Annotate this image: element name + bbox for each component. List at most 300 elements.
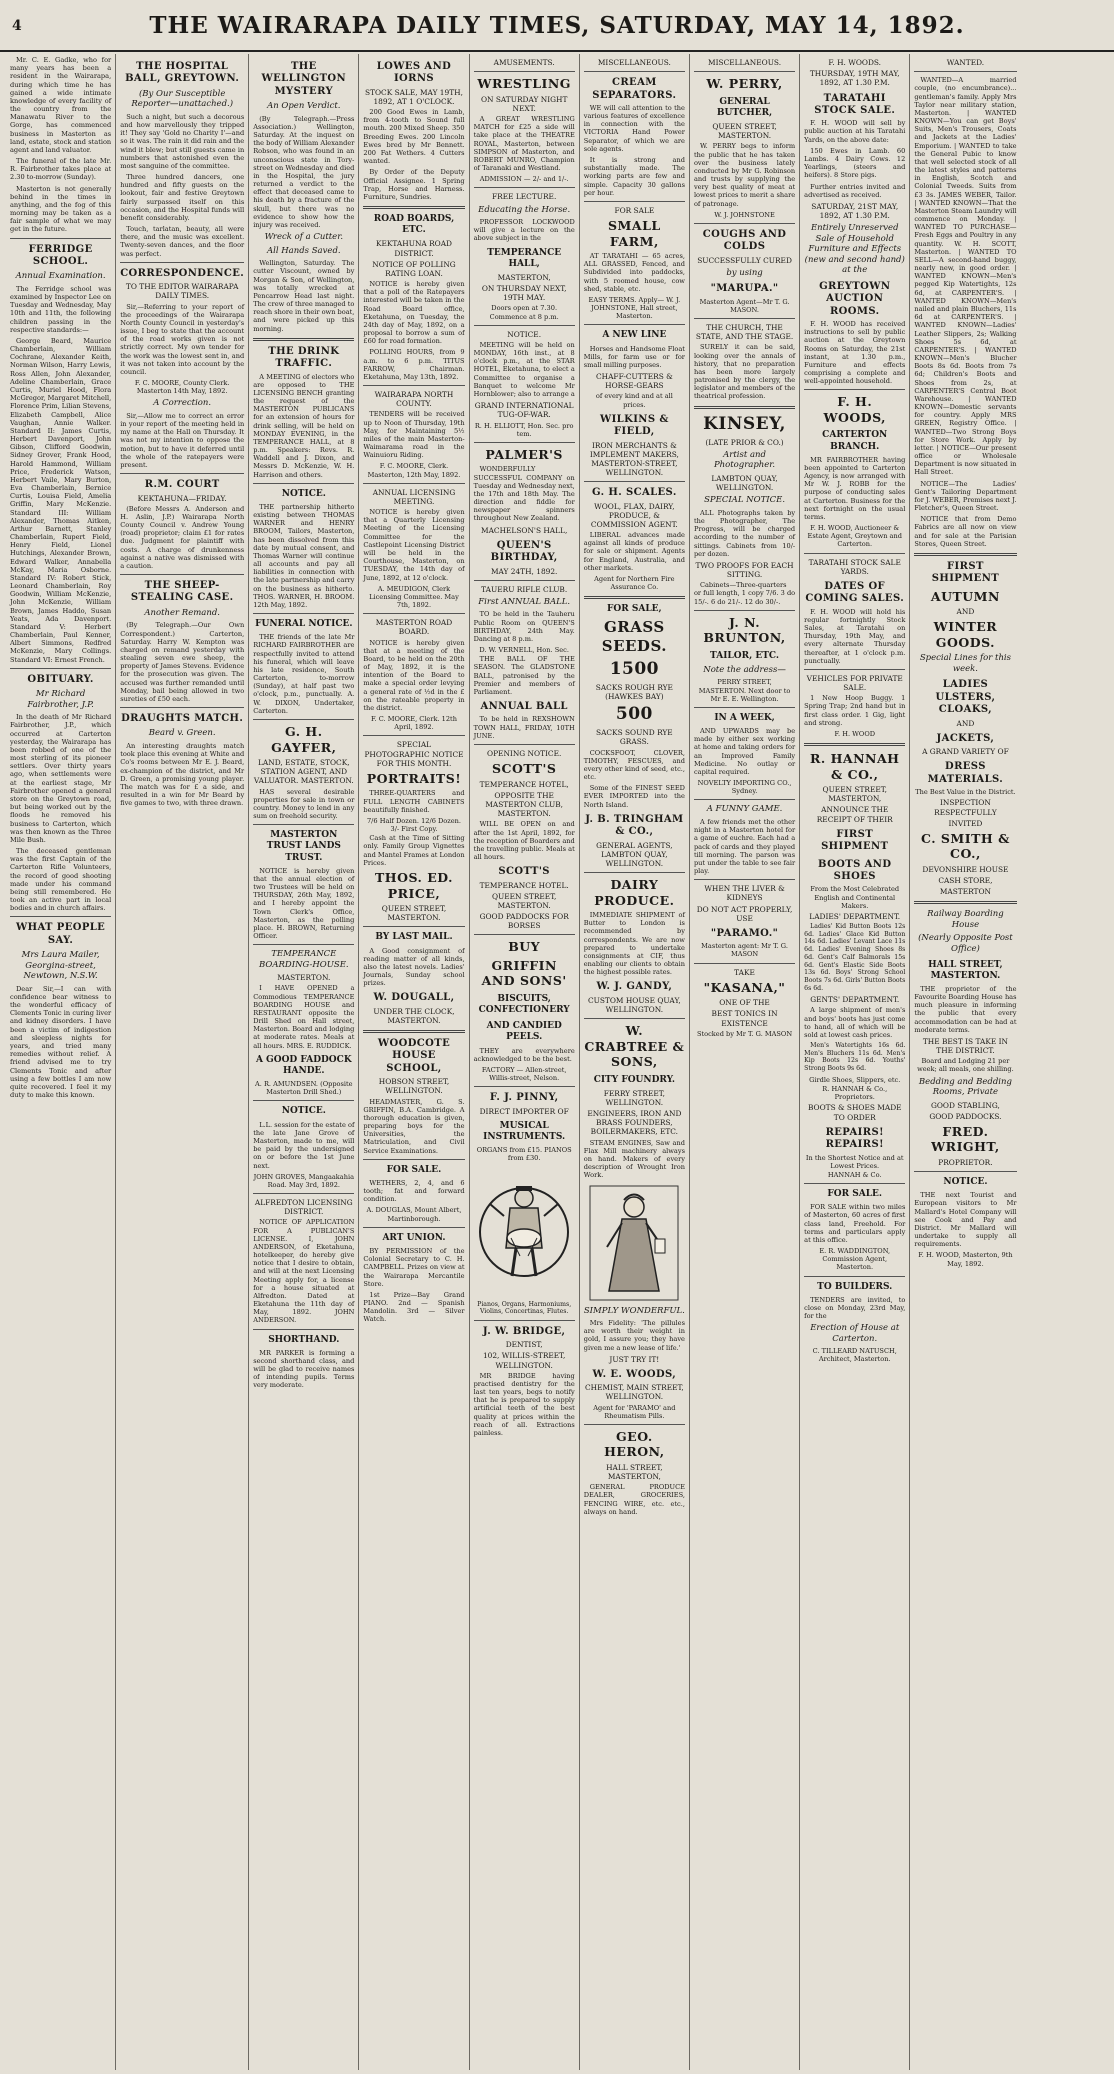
correspondence-header: TO THE EDITOR WAIRARAPA DAILY TIMES.	[125, 282, 239, 301]
and-line: AND	[956, 607, 975, 617]
ball-title: THE HOSPITAL BALL, GREYTOWN.	[125, 61, 240, 85]
notice-text: THE partnership hitherto existing between THOMAS WARNER and HENRY BROOM, Tailors, Masterton, has been dissolved from this date by mutual consent, and Thomas Warner will continue all accounts and pay all liabilities in connection with the late partnership and carry on the business as hitherto. THOS. WARNER, H. BROOM. 12th May, 1892.	[253, 502, 355, 609]
divider	[694, 707, 795, 708]
divider	[253, 1193, 354, 1194]
divider	[474, 744, 575, 745]
repairs-text: In the Shortest Notice and at Lowest Prices.	[805, 1153, 904, 1170]
perry-text: W. PERRY begs to inform the public that he has taken over the business lately conducted by Mr G. Robinson and trusts by supplying the very best quality of meat at lowest prices to merit a share of patronage.	[693, 142, 796, 208]
pinny-text: ORGANS from £15. PIANOS from £30.	[476, 1146, 572, 1163]
grand-variety: A GRAND VARIETY OF	[922, 747, 1009, 757]
bridge-address: 102, WILLIS-STREET, WELLINGTON.	[482, 1351, 566, 1370]
divider	[474, 934, 575, 935]
divider	[253, 483, 354, 484]
divider	[363, 385, 464, 386]
gandy-name: W. J. GANDY,	[596, 981, 673, 993]
wanted-items: WANTED—A married couple, (no encumbrance)... gentleman's family. Apply Mrs Taylor near military station, Masterton. | WANTED KNOWN—You can get Boys' Suits, Men's Trousers, Coats and Jackets at the Ladies' Emporium. | WANTED to take the General Pubic to know that well selected stock of all the latest styles and patterns in English, Scotch and Colonial Tweeds. Suits from £3 3s. JAMES WEBER, Tailor. | WANTED KNOWN—That the Masterton Steam Laundry will commence on Monday. | WANTED TO PURCHASE—Fresh Eggs and Poultry in any quantity. W. H. SCOTT, Masterton. | WANTED TO SELL—A second-hand buggy, nearly new, in good order. | WANTED KNOWN—Men's pegged Kip Watertights, 12s 6d, at CARPENTER'S. | WANTED KNOWN—Men's nailed and plain Bluchers, 11s 6d at CARPENTER'S. | WANTED KNOWN—Ladies' Leather Slippers, 2s; Walking Shoes 5s 6d, at CARPENTER'S. | WANTED KNOWN—Men's Blucher Boots 8s 6d. Boots from 7s 6d; Children's Boots and Shoes from 2s, at CARPENTER'S Central Boot Warehouse. | WANTED KNOWN—Domestic servants for country. Apply MRS GREEN, Registry Office. | WANTED—Two Strong Boys for Store Work. Apply by letter. | NOTICE—Our present office or Wholesale Department is now situated in Hall Street.	[914, 76, 1017, 477]
wreck-subtitle: All Hands Saved.	[266, 245, 341, 256]
news-item: Mr. C. E. Gadke, who for many years has been a resident in the Wairarapa, during which time he has gained a wide intimate knowledge of every facility of the country from the Manawatu River to the Gorge, has commenced business in Masterton as land, estate, stock and station agent and land valuator.	[10, 56, 112, 154]
woman-figure-illustration	[589, 1185, 679, 1301]
ball-text: Three hundred dancers, one hundred and fifty guests on the lookout, fair and festive Greytown fairly surpassed itself on this occasion, and the Hospital funds will benefit considerably.	[120, 173, 245, 222]
column-4	[359, 54, 469, 2070]
crabtree-name: W. CRABTREE & SONS,	[584, 1023, 685, 1070]
bridge-subtitle: DENTIST,	[505, 1340, 543, 1350]
divider	[363, 1030, 464, 1033]
forsale-text: WETHERS, 2, 4, and 6 tooth; fat and forward condition.	[363, 1178, 465, 1204]
heron-name: GEO. HERON,	[604, 1428, 665, 1460]
sheep-text: (By Telegraph.—Our Own Correspondent.) Carterton, Saturday. Harry W. Kempton was charged on remand yesterday with stealing seven ewe sheep, the property of James Stevens. Evidence for the prosecution was given. The accused was further remanded until Monday, bail being allowed in two sureties of £50 each.	[120, 621, 245, 703]
lowes-head: LOWES AND IORNS	[376, 61, 452, 85]
trust-caption: MASTERTON TRUST LANDS TRUST.	[266, 830, 341, 863]
opening-caption: OPENING NOTICE.	[487, 749, 562, 758]
scales-sign: Agent for Northern Fire Assurance Co.	[594, 574, 675, 592]
divider	[253, 1329, 354, 1330]
lecture-title: Educating the Horse.	[478, 204, 571, 215]
church-text: SURELY it can be said, looking over the annals of history, that no preparation has been more largely patronised by the clergy, the legislator and members of the theatrical profession.	[693, 343, 796, 401]
vehicles-sign: F. H. WOOD	[834, 729, 876, 738]
divider	[253, 338, 354, 341]
perry-address: QUEEN STREET, MASTERTON.	[712, 121, 777, 141]
griffin-text: THEY are everywhere acknowledged to be the best.	[473, 1046, 575, 1063]
city-foundry: CITY FOUNDRY.	[593, 1074, 676, 1085]
hall-street: HALL STREET, MASTERTON.	[928, 959, 1003, 981]
divider	[914, 71, 1016, 72]
sacks1-label: SACKS ROUGH RYE (HAWKES BAY)	[595, 682, 673, 701]
builders-text: TENDERS are invited, to close on Monday, 23rd May, for the	[804, 1295, 906, 1321]
notice-sign: F. H. WOOD, Masterton, 9th May, 1892.	[918, 1251, 1013, 1268]
sale-text: FOR SALE within two miles of Masterton, 60 acres of first class land, Freehold. For terms and particulars apply at this office.	[804, 1203, 906, 1244]
notice-text: THE next Tourist and European visitors to Mr Mallard's Hotel Company will see Cook and Pay and District. Mr Mallard will undertake to supply all requirements.	[914, 1191, 1017, 1249]
portraits-heading: PORTRAITS!	[366, 770, 462, 786]
scotts-address: OPPOSITE THE MASTERTON CLUB, MASTERTON.	[485, 790, 564, 819]
draughts-text: An interesting draughts match took place this evening at White and Co's rooms between Mr E. J. Beard, ex-champion of the district, and Mr D. Green, a promising young player. The match was for £ a side, and resulted in a win for Mr Beard by five games to two, with three drawn.	[120, 742, 245, 808]
foundry-address: FERRY STREET, WELLINGTON.	[603, 1088, 665, 1107]
livers-title: WHEN THE LIVER & KIDNEYS	[704, 884, 785, 903]
carterton-sign: F. H. WOOD, Auctioneer & Estate Agent, Greytown and Carterton.	[807, 524, 902, 549]
gayfer-lines: LAND, ESTATE, STOCK, STATION AGENT, AND VALUATOR. MASTERTON.	[253, 758, 354, 786]
divider	[474, 187, 575, 188]
special-text: ALL Photographs taken by the Photographer, The Progress, will be charged according to the number of sittings. Cabinets from 10/- per dozen.	[693, 508, 796, 558]
lowes-items: 200 Good Ewes in Lamb, from 4-tooth to Sound full mouth. 200 Mixed Sheep. 350 Breeding Ewes. 200 Lincoln Ewes bred by Mr Bennett. 200 Fat Wethers. 4 Cutters wanted.	[363, 108, 465, 166]
pinny-musical: MUSICAL INSTRUMENTS.	[483, 1120, 566, 1142]
dairy-text: IMMEDIATE SHIPMENT of Butter to London is recommended by correspondents. We are now prepared to undertake consignments at CIF, thus enabling our clients to obtain the highest possible rates.	[583, 911, 685, 977]
column-7	[690, 54, 800, 2070]
column-6	[580, 54, 690, 2070]
sheep-title: THE SHEEP-STEALING CASE.	[130, 580, 234, 604]
factory-line: FACTORY — Allen-street, Willis-street, Nelson.	[481, 1065, 567, 1083]
kasana-subtitle: ONE OF THE	[719, 998, 770, 1008]
new-line-text: Horses and Handsome Float Mills, for farm use or for small milling purposes.	[583, 344, 685, 369]
wright-subtitle: PROPRIETOR.	[938, 1157, 993, 1167]
wright-name: FRED. WRIGHT,	[931, 1123, 1000, 1155]
buy-heading: BUY	[508, 939, 541, 955]
greytown-text: F. H. WOOD has received instructions to sell by public auction at the Greytown Rooms on Saturday, the 21st instant, at 1.30 p.m., Furniture and effects comprising a complete and well-appointed household.	[804, 320, 906, 386]
court-title: R.M. COURT	[144, 479, 220, 491]
divider	[120, 707, 244, 708]
misc-head: MISCELLANEOUS.	[597, 58, 671, 67]
mystery-text: (By Telegraph.—Press Association.) Wellington, Saturday. At the inquest on the body of William Alexander Robson, who was found in an unconscious state in Tory-street on Wednesday and died in the Hospital, the jury returned a verdict to the effect that deceased came to his death by a fracture of the skull, but there was no evidence to show how the injury was received.	[253, 114, 355, 229]
gayfer-text: HAS several desirable properties for sale in town or country. Money to lend in any sum on freehold security.	[253, 787, 355, 821]
paramo-name: "PARAMO."	[710, 927, 779, 939]
illustration-caption: Pianos, Organs, Harmoniums, Violins, Concertinas, Flutes.	[477, 1300, 572, 1316]
sacks2-count: 500	[615, 704, 653, 725]
forsale-caption: FOR SALE	[614, 205, 655, 215]
tug-title: GRAND INTERNATIONAL TUG-OF-WAR.	[474, 401, 574, 420]
artunion-items: 1st Prize—Bay Grand PIANO. 2nd — Spanish Mandolin. 3rd — Silver Watch.	[363, 1290, 465, 1324]
bridge-name: J. W. BRIDGE,	[482, 1325, 566, 1337]
dates-text: F. H. WOOD will hold his regular fortnightly Stock Sales, at Taratahi on Thursday, 19th May, and every alternate Thursday thereafter, at 1 o'clock p.m. punctually.	[804, 607, 906, 665]
best-value: The Best Value in the District.	[915, 788, 1016, 797]
divider	[584, 1018, 685, 1019]
divider	[914, 553, 1016, 556]
palmer-hall: MACHELSON'S HALL,	[481, 525, 568, 535]
divider	[804, 743, 905, 746]
divider	[694, 71, 795, 72]
mrb-sign: F. C. MOORE, Clerk. 12th April, 1892.	[371, 715, 457, 732]
funeral-caption: FUNERAL NOTICE.	[255, 619, 353, 630]
woods-subtitle: CHEMIST, MAIN STREET, WELLINGTON.	[584, 1383, 684, 1402]
wreck-text: Wellington, Saturday. The cutter Viscount, owned by Morgan & Son, of Wellington, was totally wrecked at Pencarrow Head last night. The crew of three managed to reach shore in their own boat, and were picked up this morning.	[253, 259, 355, 333]
columns	[6, 54, 1108, 2070]
perry-sign: W. J. JOHNSTONE	[714, 210, 775, 219]
smith-town: MASTERTON	[939, 887, 992, 897]
divider	[253, 824, 354, 825]
mystery-title: THE WELLINGTON MYSTERY	[261, 61, 347, 97]
kinsey-trade: Artist and Photographer.	[713, 449, 776, 471]
grass-seeds-title: GRASS SEEDS.	[601, 618, 667, 656]
correction-title: A Correction.	[153, 398, 212, 409]
palmer-title: PALMER'S	[485, 446, 563, 462]
gents-dept: GENTS' DEPARTMENT.	[810, 995, 900, 1005]
coughs-title: COUGHS AND COLDS	[702, 228, 787, 253]
builders-sign: C. TILLEARD NATUSCH, Architect, Masterton.	[812, 1347, 897, 1364]
hannah-name: R. HANNAH & CO.,	[810, 751, 900, 782]
special-lines: Special Lines for this week.	[919, 653, 1012, 674]
repairs-title: REPAIRS! REPAIRS!	[825, 1126, 884, 1151]
letter-text: Sir,—Referring to your report of the proceedings of the Wairarapa North County Council in yesterday's issue, I beg to state that the account of the road works given is not strictly correct. My own tender for the work was the lowest sent in, and it was not taken into account by the council.	[120, 302, 245, 376]
tringham-name: J. B. TRINGHAM & CO.,	[585, 813, 684, 838]
railway-subtitle: (Nearly Opposite Post Office)	[918, 933, 1013, 954]
photo-text: THREE-QUARTERS and FULL LENGTH CABINETS beautifully finished.	[363, 789, 465, 814]
alfredton-title: ALFREDTON LICENSING DISTRICT.	[254, 1198, 353, 1217]
sheep-subtitle: Another Remand.	[144, 607, 220, 618]
heron-subtitle: HALL STREET, MASTERTON,	[606, 1462, 663, 1482]
scotts2-sign: QUEEN STREET, MASTERTON.	[491, 891, 557, 910]
divider	[694, 879, 795, 880]
divider	[253, 1100, 354, 1101]
divider	[584, 1424, 685, 1425]
boots-subtitle: From the Most Celebrated English and Continental Makers.	[810, 885, 900, 910]
figure-title: SIMPLY WONDERFUL.	[583, 1305, 685, 1316]
dairy-title: DAIRY PRODUCE.	[594, 877, 675, 908]
amusements-head: AMUSEMENTS.	[493, 58, 555, 67]
lecture-town: MASTERTON,	[497, 272, 551, 282]
lastmail-caption: BY LAST MAIL.	[375, 932, 453, 943]
bandsman-drum-illustration	[476, 1168, 572, 1296]
church-head: THE CHURCH, THE STATE, AND THE STAGE.	[695, 323, 794, 342]
woods-head: F. H. WOODS.	[828, 58, 882, 67]
court-subtitle: KEKTAHUNA—FRIDAY.	[137, 493, 227, 503]
carterton-branch: CARTERTON BRANCH.	[822, 430, 888, 452]
wrestling-title: WRESTLING	[477, 76, 571, 92]
scotts2-subtitle: TEMPERANCE HOTEL.	[479, 880, 569, 890]
divider	[363, 1227, 464, 1228]
devonshire-house: DEVONSHIRE HOUSE	[922, 864, 1009, 874]
column-3	[249, 54, 359, 2070]
divider	[474, 325, 575, 326]
divider	[584, 201, 685, 202]
temperance-subtitle: MASTERTON.	[277, 973, 331, 983]
draughts-title: DRAUGHTS MATCH.	[121, 713, 244, 725]
dougall-name: W. DOUGALL,	[373, 992, 455, 1004]
notice-caption: NOTICE.	[281, 488, 326, 499]
notice-sign: JOHN GROVES, Mangaakahia Road. May 3rd, 1892.	[253, 1172, 355, 1189]
divider	[363, 206, 464, 209]
north-title: WAIRARAPA NORTH COUNTY.	[374, 390, 454, 409]
coughs-subtitle: SUCCESSFULLY CURED	[697, 255, 792, 265]
queens-title: QUEEN'S BIRTHDAY,	[490, 539, 558, 564]
divider	[253, 613, 354, 614]
dates-title: DATES OF COMING SALES.	[805, 580, 905, 605]
lecture-text: PROFESSOR LOCKWOOD will give a lecture on the above subject in the	[473, 218, 575, 243]
sittings-line: TWO PROOFS FOR EACH SITTING.	[695, 560, 794, 580]
week-title: IN A WEEK,	[714, 712, 775, 723]
brunton-subtitle: Note the address—	[703, 664, 786, 675]
divider	[120, 262, 244, 263]
scales-subtitle: WOOL, FLAX, DAIRY, PRODUCE, & COMMISSION AGENT.	[590, 501, 678, 529]
griffin-title: GRIFFIN AND SONS'	[481, 957, 567, 989]
stabling-line: GOOD STABLING,	[930, 1100, 1000, 1110]
tug-sign: R. H. ELLIOTT, Hon. Sec. pro tem.	[474, 421, 574, 438]
cream-text: WE will call attention to the various features of excellence in connection with the VICTORIA Hand Power Separator, of which we are sole agents.	[583, 103, 685, 153]
kek-subtitle: NOTICE OF POLLING RATING LOAN.	[372, 259, 456, 278]
notice-text: L.L. session for the estate of the late Jane Grove of Masterton, made to me, will be paid by the undersigned on or before the 1st June next.	[253, 1120, 355, 1170]
invited-line: INVITED	[948, 818, 983, 828]
divider	[10, 916, 111, 917]
notice-caption: NOTICE.	[507, 329, 542, 339]
woods-date: THURSDAY, 19TH MAY, 1892, AT 1.30 P.M.	[809, 69, 900, 88]
ladies-prices: Ladies' Kid Button Boots 12s 6d. Ladies' Glace Kid Button 14s 6d. Ladies' Levant Lace 11s 6d. Ladies' Evening Shoes 8s 6d. Gent's Calf Balmorals 15s 6d. Gent's Elastic Side Boots 13s 6d. Boys' Strong School Boots 7s 6d. Girls' Button Boots 6s 6d.	[804, 923, 906, 992]
scales-text: LIBERAL advances made against all kinds of produce for sale or shipment. Agents for England, Australia, and other markets.	[583, 531, 685, 572]
wps-subtitle: Mrs Laura Mailer, Georgina-street, Newtown, N.S.W.	[21, 950, 100, 982]
perry-name: W. PERRY,	[706, 76, 783, 92]
brunton-address: PERRY STREET, MASTERTON. Next door to Mr E. E. Wellington.	[698, 678, 791, 703]
divider	[804, 553, 905, 554]
coughs-sign: Masterton Agent—Mr T. G. MASON.	[699, 297, 790, 314]
mrb-text: NOTICE is hereby given that at a meeting of the Board, to be held on the 20th of May, 1892, it is the intention of the Board to make a special order levying a general rate of ½d in the £ on the rateable property in the district.	[363, 638, 465, 712]
divider	[253, 719, 354, 720]
boots-title: BOOTS AND SHOES	[818, 858, 892, 882]
divider	[363, 613, 464, 614]
fh-woods-name: F. H. WOODS,	[823, 394, 887, 425]
divider	[363, 926, 464, 927]
wreck-title: Wreck of a Cutter.	[264, 232, 344, 243]
seeds-text: Some of the FINEST SEED EVER IMPORTED into the North Island.	[583, 784, 685, 809]
school-title: FERRIDGE SCHOOL.	[28, 243, 93, 267]
railway-text: THE proprietor of the Favourite Boarding House has much pleasure in informing the public that every accommodation can be had at moderate terms.	[914, 984, 1017, 1034]
best-line: THE BEST IS TAKE IN THE DISTRICT.	[922, 1036, 1008, 1056]
kinsey-name: KINSEY,	[703, 413, 786, 434]
lowes-lines: STOCK SALE, MAY 19TH, 1892, AT 1 O'CLOCK.	[365, 87, 463, 106]
divider	[804, 1183, 905, 1184]
ulsters-title: LADIES ULSTERS, CLOAKS,	[935, 679, 996, 716]
wilkins-subtitle: IRON MERCHANTS & IMPLEMENT MAKERS, MASTERTON-STREET, WELLINGTON.	[589, 440, 679, 478]
special-title: SPECIAL NOTICE.	[704, 495, 786, 506]
livers-subtitle: DO NOT ACT PROPERLY, USE	[696, 904, 793, 923]
artunion-text: BY PERMISSION of the Colonial Secretary to C. H. CAMPBELL. Prizes on view at the Wairarapa Mercantile Store.	[363, 1246, 465, 1288]
divider	[363, 1159, 464, 1160]
scotts-subtitle: TEMPERANCE HOTEL,	[479, 779, 569, 789]
board-line: Board and Lodging 21 per week; all meals, one shilling.	[917, 1057, 1014, 1074]
queens-date: MAY 24TH, 1892.	[490, 566, 558, 576]
funny-text: A few friends met the other night in a Masterton hotel for a game of euchre. Each had a pack of cards and they played till morning. The parson was put under the table to see fair play.	[693, 817, 796, 876]
taueru-title: TAUERU RIFLE CLUB.	[481, 584, 568, 594]
divider	[584, 596, 685, 599]
ball-text: Such a night, but such a decorous and how marvellously they tripped it! They say 'Gold no Charity I'—and so it was. The rain it did rain and the wind it blew; but still guests came in numbers that astonished even the most sanguine of the committee.	[120, 112, 245, 170]
divider	[914, 901, 1016, 904]
forsale2-caption: FOR SALE,	[607, 604, 662, 615]
new-line-title: A NEW LINE	[602, 330, 667, 341]
chaff-subtitle: of every kind and at all prices.	[595, 392, 673, 409]
clearing-text: Entirely Unreserved Sale of Household Furniture and Effects (new and second hand) at the	[804, 223, 905, 276]
annual-ball-title: ANNUAL BALL	[480, 701, 568, 713]
forsale-caption: FOR SALE.	[386, 1164, 442, 1175]
divider	[363, 483, 464, 484]
sacks1-count: 1500	[609, 658, 660, 679]
winter-title: WINTER GOODS.	[933, 619, 998, 650]
lecture-date: ON THURSDAY NEXT, 19TH MAY.	[481, 284, 567, 303]
farm-text: AT TARATAHI — 65 acres, ALL GRASSED, Fenced, and Subdivided into paddocks, with 5 roomed house, cow shed, stable, etc.	[583, 252, 685, 293]
north-sign: F. C. MOORE, Clerk. Masterton, 12th May, 1892.	[367, 462, 461, 479]
paddock-text: A. R. AMUNDSEN. (Opposite Masterton Drill Shed.)	[255, 1080, 353, 1097]
taratahi-text: F. H. WOOD will sell by public auction at his Taratahi Yards, on the above date:	[804, 119, 906, 144]
autumn-title: AUTUMN	[930, 588, 1000, 604]
and-line: AND	[956, 718, 975, 728]
gents-prices: Men's Watertights 16s 6d. Men's Bluchers 11s 6d. Men's Kip Boots 12s 6d. Youths' Strong Boots 9s 6d.	[804, 1042, 906, 1073]
gladstone-text: THE BALL OF THE SEASON. The GLADSTONE BALL, patronised by the Premier and members of Parliament.	[473, 655, 575, 696]
divider	[120, 574, 244, 575]
wilkins-name: WILKINS & FIELD,	[599, 413, 669, 438]
masthead	[0, 0, 1114, 52]
farm-terms: EASY TERMS. Apply— W. J. JOHNSTONE, Hall street, Masterton.	[588, 295, 681, 321]
sale-sign: E. R. WADDINGTON, Commission Agent, Masterton.	[819, 1247, 891, 1272]
wrestling-date: ON SATURDAY NIGHT NEXT.	[480, 94, 568, 113]
photo-text: Cash at the Time of Sitting only. Family Group Vignettes and Mantel Frames at London Prices.	[363, 834, 465, 867]
divider	[253, 944, 354, 945]
gents-text: A large shipment of men's and boys' boots has just come to hand, all of which will be sold at lowest cash prices.	[804, 1006, 906, 1039]
tailor-line: TAILOR, ETC.	[710, 650, 780, 661]
north-text: TENDERS will be received up to Noon of Thursday, 19th May, for Maintaining 5½ miles of the main Masterton-Waimarama road in the Wainuioru Riding.	[363, 410, 465, 460]
divider	[10, 238, 111, 239]
notice-text: MEETING will be held on MONDAY, 16th inst., at 8 o'clock p.m., at the STAR HOTEL, Eketahuna, to elect a Committee to organise a Banquet to welcome Mr Hornblower; also to arrange a	[473, 340, 575, 398]
woodcote-text: HEADMASTER, G. S. GRIFFIN, B.A. Cambridge. A thorough education is given, preparing boys for the Universities, the Matriculation, and Civil Service Examinations.	[363, 1097, 465, 1155]
photo-caption: SPECIAL PHOTOGRAPHIC NOTICE FOR THIS MONTH.	[364, 740, 464, 768]
pinny-name: F. J. PINNY,	[489, 1092, 559, 1104]
gandy-subtitle: CUSTOM HOUSE QUAY, WELLINGTON.	[587, 995, 681, 1014]
inspection-line: INSPECTION RESPECTFULLY	[934, 798, 997, 817]
scotts-title: SCOTT'S	[491, 761, 557, 777]
column-9	[910, 54, 1020, 2070]
wps-title: WHAT PEOPLE SAY.	[15, 922, 106, 946]
figure-text: Mrs Fidelity: 'The pillules are worth their weight in gold, I assure you; they have given me a new lease of life.'	[583, 1319, 685, 1352]
correction-text: Sir,—Allow me to correct an error in your report of the meeting held in my name at the Hall on Thursday. It was not my intention to oppose the motion, but to have it deferred until the whole of the ratepayers were present.	[120, 411, 245, 469]
pinny-subtitle: DIRECT IMPORTER OF	[479, 1106, 569, 1116]
first-shipment: FIRST SHIPMENT	[821, 828, 889, 853]
funeral-text: THE friends of the late Mr RICHARD FAIRBROTHER are respectfully invited to attend his funeral, which will leave his late residence, South Carterton, to-morrow (Sunday), at half past two o'clock, p.m., punctually. A. W. DIXON, Undertaker, Carterton.	[253, 633, 355, 715]
kinsey-address: LAMBTON QUAY, WELLINGTON.	[711, 473, 778, 493]
obituary-subtitle: Mr Richard Fairbrother, J.P.	[27, 689, 94, 710]
perry-subtitle: GENERAL BUTCHER,	[716, 96, 773, 118]
divider	[474, 442, 575, 443]
cream-text: It is strong and substantially made. The working parts are few and simple. Capacity 30 gallons per hour.	[583, 155, 685, 197]
licensing-sign: A. MEUDIGON, Clerk Licensing Committee. May 7th, 1892.	[369, 584, 459, 610]
kek-sign: POLLING HOURS, from 9 a.m. to 6 p.m. TITUS FARROW, Chairman. Eketahuna, May 13th, 1892.	[363, 348, 465, 381]
kasana-name: "KASANA,"	[703, 979, 786, 995]
divider	[694, 799, 795, 800]
palmer-text: WONDERFULLY SUCCESSFUL COMPANY on Tuesday and Wednesday next, the 17th and 18th May. The direction and fiddle for newspaper spinners throughout New Zealand.	[473, 465, 575, 523]
smith-name: C. SMITH & CO.,	[920, 830, 1010, 862]
lecture-caption: FREE LECTURE.	[492, 192, 557, 202]
mrb-title: MASTERTON ROAD BOARD.	[375, 618, 453, 637]
wanted-head: WANTED.	[946, 58, 985, 67]
marupa-name: "MARUPA."	[710, 283, 779, 295]
news-item: The funeral of the late Mr. R. Fairbrother takes place at 2.30 to-morrow (Sunday).	[10, 157, 112, 182]
heron-text: GENERAL PRODUCE DEALER, GROCERIES, FENCING WIRE, etc. etc., always on hand.	[583, 1483, 685, 1516]
woods-text: Agent for 'PARAMO' and Rheumatism Pills.	[593, 1403, 676, 1420]
drink-title: THE DRINK TRAFFIC.	[268, 345, 340, 370]
paddock-caption: A GOOD FADDOCK HANDE.	[255, 1054, 352, 1076]
divider	[694, 610, 795, 611]
announce-line: ANNOUNCE THE RECEIPT OF THEIR	[816, 805, 893, 824]
divider	[474, 1086, 575, 1087]
paddocks-line: GOOD PADDOCKS.	[929, 1111, 1002, 1121]
hannah-address: QUEEN STREET, MASTERTON,	[822, 785, 887, 804]
woodcote-address: HOBSON STREET, WELLINGTON.	[378, 1077, 450, 1096]
dougall-address: UNDER THE CLOCK, MASTERTON.	[373, 1006, 455, 1025]
page-number: 4	[12, 18, 22, 34]
foundry-subtitle: ENGINEERS, IRON AND BRASS FOUNDERS, BOILERMAKERS, ETC.	[587, 1109, 682, 1137]
made-to-order: BOOTS & SHOES MADE TO ORDER	[807, 1103, 902, 1122]
divider	[694, 223, 795, 224]
column-2	[116, 54, 249, 2070]
divider	[363, 735, 464, 736]
wrestling-text: A GREAT WRESTLING MATCH for £25 a side will take place at the THEATRE ROYAL, Masterton, between SIMPSON of Masterton, and ROBERT MUNRO, Champion of Taranaki and Westland.	[473, 115, 575, 173]
road-caption: ROAD BOARDS, ETC.	[373, 214, 455, 236]
forsale-sign: A. DOUGLAS, Mount Albert, Martinborough.	[366, 1206, 462, 1223]
divider	[584, 324, 685, 325]
annual-sign: D. W. VERNELL, Hon. Sec.	[479, 646, 569, 655]
divider	[120, 473, 244, 474]
borses-line: GOOD PADDOCKS FOR BORSES	[479, 912, 569, 931]
notice-text: NOTICE that from Demo Fabrics are all now on view and for sale at the Parisian Stores, Queen Street.	[914, 515, 1017, 548]
woodcote-title: WOODCOTE HOUSE SCHOOL,	[377, 1038, 451, 1074]
tringham-subtitle: GENERAL AGENTS, LAMBTON QUAY, WELLINGTON.	[596, 840, 673, 868]
paramo-sign: Masterton agent: Mr T. G. MASON	[701, 942, 788, 959]
divider	[474, 71, 575, 72]
ball-text: Touch, tarlatan, beauty, all were there, and the music was excellent. Twenty-seven dances, and the floor was perfect.	[120, 225, 245, 258]
column-1	[6, 54, 116, 2070]
divider	[804, 389, 905, 390]
divider	[914, 1171, 1016, 1172]
divider	[584, 481, 685, 482]
artunion-caption: ART UNION.	[382, 1232, 446, 1243]
cream-title: CREAM SEPARATORS.	[592, 77, 677, 101]
wrestling-admission: ADMISSION — 2/- and 1/-.	[479, 175, 569, 184]
lecture-time: Doors open at 7.30. Commence at 8 p.m.	[489, 304, 559, 321]
candied-line: AND CANDIED PEELS.	[486, 1021, 562, 1043]
news-item: Masterton is not generally behind in the times in anything, and the fog of this morning may be taken as a fair sample of what we may get in the future.	[10, 184, 112, 234]
dress-title: DRESS MATERIALS.	[927, 761, 1004, 785]
taratahi-items: 150 Ewes in Lamb. 60 Lambs. 4 Dairy Cows. 12 Yearlings, (steers and heifers). 8 Store pigs.	[804, 146, 906, 180]
